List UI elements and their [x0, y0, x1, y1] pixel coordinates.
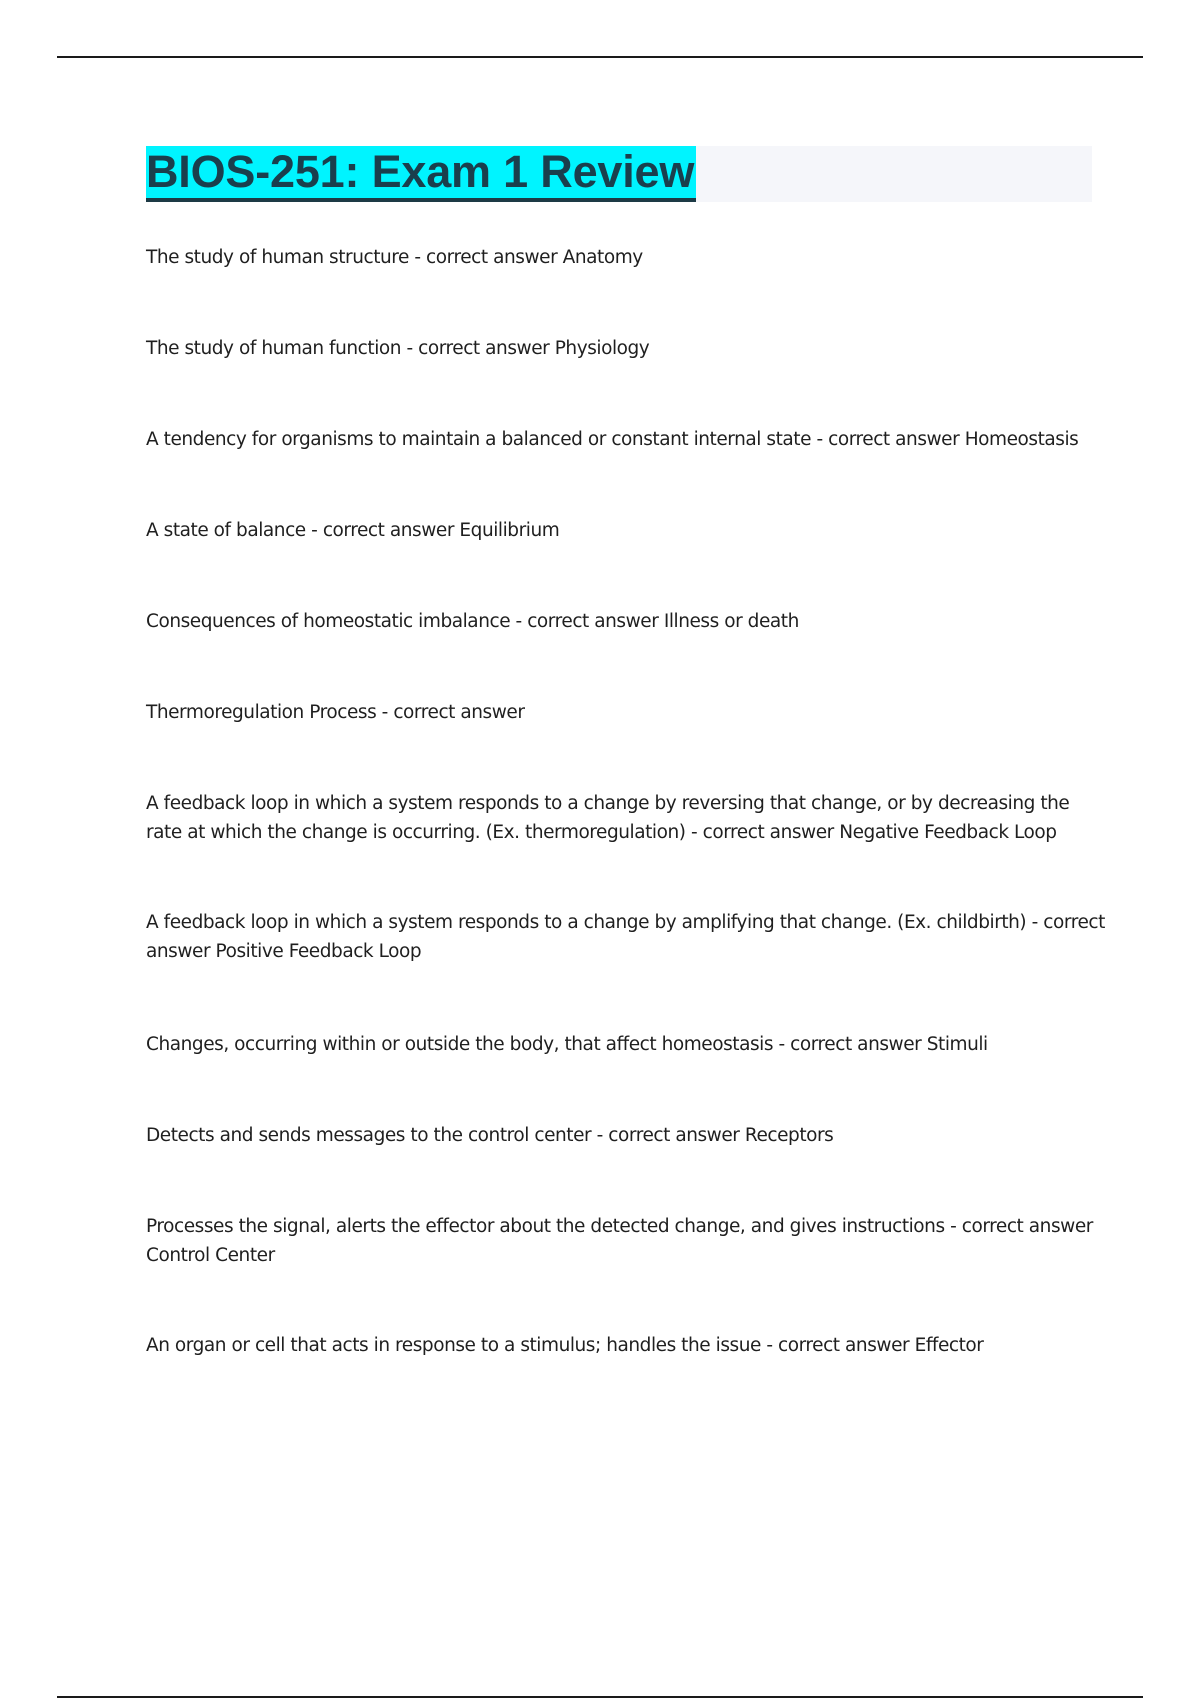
top-rule — [57, 56, 1143, 58]
qa-item: The study of human structure - correct answer Anatomy — [146, 247, 643, 268]
qa-item: A feedback loop in which a system responds to a change by amplifying that change. (Ex. childbirth) - correct answer Positive Feedback Loop — [146, 912, 1105, 962]
qa-item: Consequences of homeostatic imbalance - correct answer Illness or death — [146, 611, 799, 632]
qa-item: A feedback loop in which a system responds to a change by reversing that change, or by decreasing the rate at which the change is occurring. (Ex. thermoregulation) - correct answer Negative Feedback Loop — [146, 793, 1070, 843]
qa-item: Detects and sends messages to the control center - correct answer Receptors — [146, 1125, 834, 1146]
qa-item: Processes the signal, alerts the effector about the detected change, and gives instructions - correct answer Control Center — [146, 1216, 1093, 1266]
qa-item: Thermoregulation Process - correct answer — [146, 702, 525, 723]
page-title: BIOS-251: Exam 1 Review — [146, 146, 696, 202]
qa-item: An organ or cell that acts in response to a stimulus; handles the issue - correct answer Effector — [146, 1335, 984, 1356]
qa-item: Changes, occurring within or outside the body, that affect homeostasis - correct answer Stimuli — [146, 1034, 988, 1055]
qa-item: A state of balance - correct answer Equilibrium — [146, 520, 560, 541]
qa-item: The study of human function - correct answer Physiology — [146, 338, 650, 359]
bottom-rule — [57, 1696, 1143, 1698]
qa-item: A tendency for organisms to maintain a balanced or constant internal state - correct answer Homeostasis — [146, 429, 1079, 450]
